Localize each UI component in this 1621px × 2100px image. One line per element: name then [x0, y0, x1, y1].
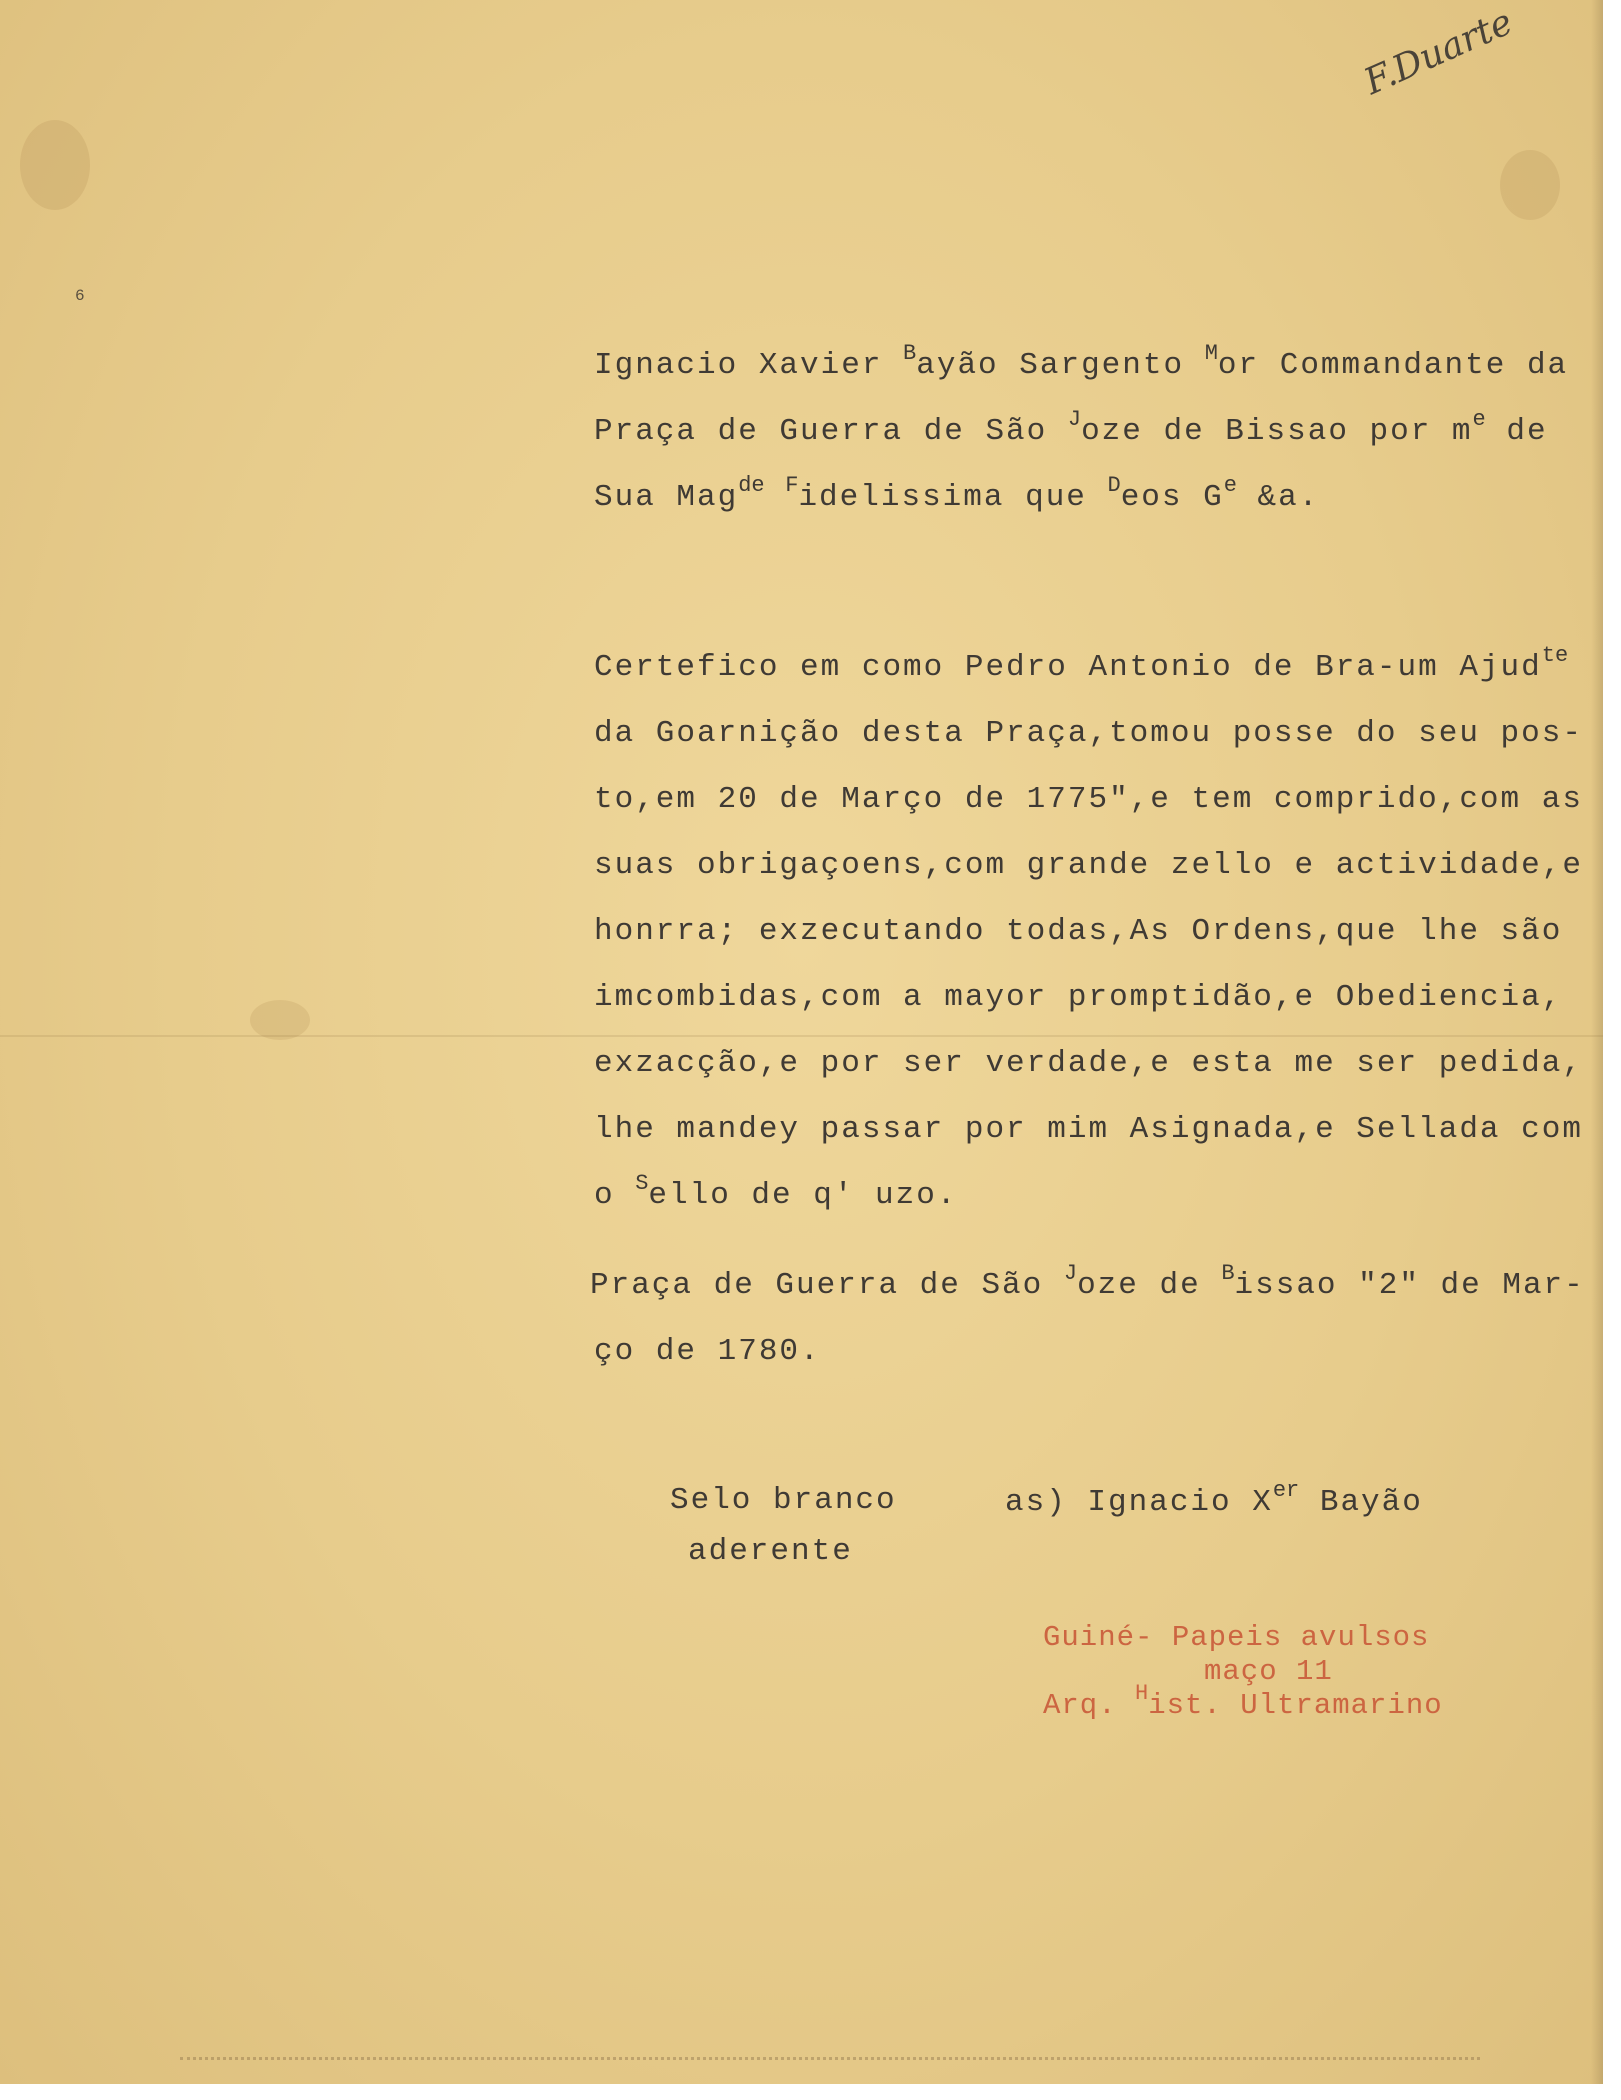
seal-note-line-1: Selo branco	[670, 1483, 897, 1518]
body-line-9: o $^S$ello de q' uzo.	[594, 1171, 958, 1213]
body-line-1: Certefico em como Pedro Antonio de Bra-um Ajud$^{te}$	[594, 643, 1569, 685]
signature-line: as) Ignacio Xer Bayão	[1005, 1478, 1423, 1520]
body-line-8: lhe mandey passar por mim Asignada,e Sellada com	[594, 1112, 1583, 1147]
archive-stamp-line-2: maço 11	[1204, 1655, 1333, 1688]
archive-stamp-line-1: Guiné- Papeis avulsos	[1043, 1621, 1430, 1654]
archive-stamp-line-3: Arq. $^H$ist. Ultramarino	[1043, 1681, 1443, 1722]
body-line-3: to,em 20 de Março de 1775",e tem comprido,com as	[594, 782, 1583, 817]
header-line-1: Ignacio Xavier $^B$ayão Sargento $^M$or Commandante da	[594, 341, 1569, 383]
place-date-line-1: Praça de Guerra de São $^J$oze de $^B$issao "2" de Mar-	[590, 1261, 1585, 1303]
body-line-2: da Goarnição desta Praça,tomou posse do seu pos-	[594, 716, 1583, 751]
paper-stain	[20, 120, 90, 210]
body-line-4: suas obrigaçoens,com grande zello e actividade,e	[594, 848, 1583, 883]
seal-note-line-2: aderente	[688, 1534, 853, 1569]
paper-stain	[1500, 150, 1560, 220]
paper-fold-line	[0, 1035, 1603, 1037]
body-line-6: imcombidas,com a mayor promptidão,e Obediencia,	[594, 980, 1563, 1015]
place-date-line-2: ço de 1780.	[594, 1334, 821, 1369]
body-line-7: exzacção,e por ser verdade,e esta me ser pedida,	[594, 1046, 1583, 1081]
page-edge-shadow	[1591, 0, 1603, 2084]
body-line-5: honrra; exzecutando todas,As Ordens,que lhe são	[594, 914, 1563, 949]
handwritten-signature-note: F.Duarte	[1358, 1, 1519, 104]
header-line-2: Praça de Guerra de São $^J$oze de Bissao por $m^e$ de	[594, 407, 1548, 449]
header-line-3: Sua Mag$^{de}$ $^F$idelissima que $^D$eos $G^e$ &a.	[594, 473, 1320, 515]
bottom-edge-marks	[180, 2057, 1480, 2063]
paper-stain	[250, 1000, 310, 1040]
margin-mark: 6	[75, 287, 85, 305]
